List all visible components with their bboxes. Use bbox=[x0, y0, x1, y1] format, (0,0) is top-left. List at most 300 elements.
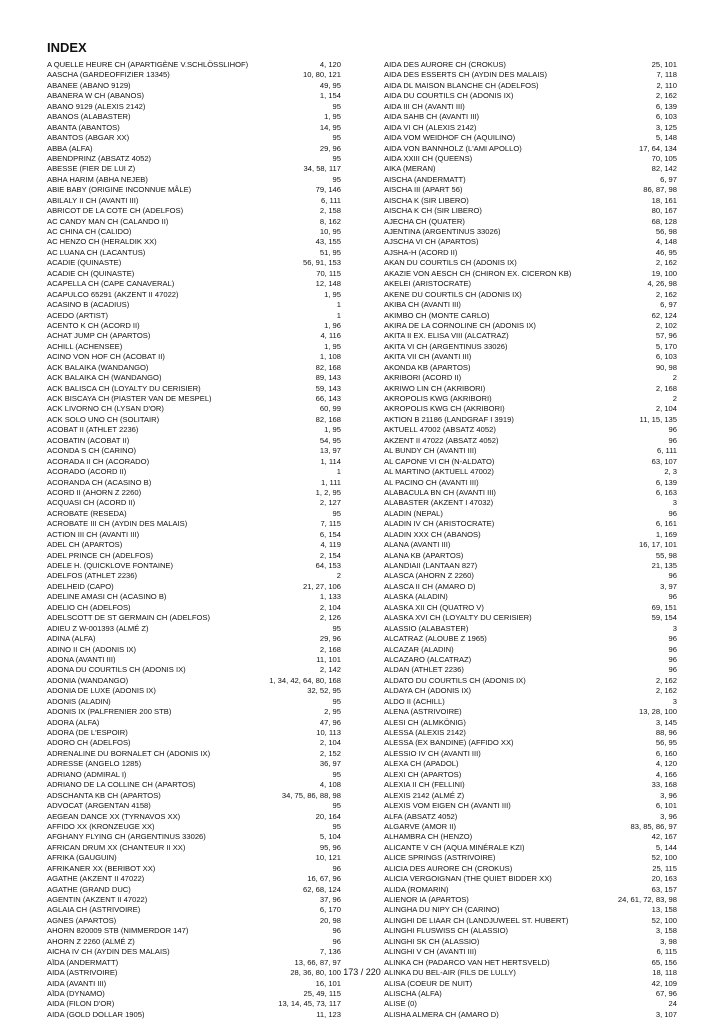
entry-pages: 2, 102 bbox=[655, 320, 677, 330]
index-entry bbox=[384, 373, 677, 383]
entry-pages: 4, 120 bbox=[655, 759, 677, 769]
entry-pages: 47, 96 bbox=[319, 717, 341, 727]
index-entry bbox=[47, 624, 341, 634]
entry-name: ALEXIA II CH (FELLINI) bbox=[384, 780, 465, 790]
index-entry bbox=[47, 979, 341, 989]
entry-name: ACAPELLA CH (CAPE CANAVERAL) bbox=[47, 279, 175, 289]
entry-pages: 10, 113 bbox=[316, 728, 341, 737]
entry-pages: 2 bbox=[672, 373, 677, 383]
entry-name: AKIMBO CH (MONTE CARLO) bbox=[384, 310, 490, 320]
entry-pages: 37, 96 bbox=[319, 895, 341, 904]
entry-pages: 13, 97 bbox=[319, 446, 341, 456]
entry-name: AEGEAN DANCE XX (TYRNAVOS XX) bbox=[47, 811, 181, 821]
entry-name: ADEL CH (APARTOS) bbox=[47, 540, 123, 550]
entry-pages: 2, 3 bbox=[664, 467, 677, 477]
index-entry bbox=[384, 509, 677, 519]
entry-pages: 18, 118 bbox=[652, 968, 677, 978]
index-entry bbox=[384, 999, 677, 1009]
index-entry bbox=[47, 342, 341, 352]
entry-pages: 70, 105 bbox=[651, 153, 677, 163]
entry-pages: 55, 98 bbox=[655, 550, 677, 560]
entry-name: ALCAZARO (ALCATRAZ) bbox=[384, 654, 472, 664]
entry-name: ACADIE (QUINASTE) bbox=[47, 258, 122, 268]
index-entry bbox=[47, 812, 341, 822]
entry-pages: 1, 133 bbox=[319, 592, 341, 602]
entry-name: ADONIA DE LUXE (ADONIS IX) bbox=[47, 686, 156, 696]
entry-pages: 1, 95 bbox=[324, 341, 341, 351]
entry-name: AHORN Z 2260 (ALMÉ Z) bbox=[47, 936, 135, 946]
index-entry bbox=[384, 363, 677, 373]
entry-pages: 7, 115 bbox=[320, 519, 341, 529]
entry-pages: 51, 95 bbox=[319, 247, 341, 257]
entry-name: ADRESSE (ANGELO 1285) bbox=[47, 759, 142, 769]
entry-name: AIDA XXIII CH (QUEENS) bbox=[384, 153, 473, 163]
index-entry bbox=[384, 718, 677, 728]
entry-name: ALASKA (ALADIN) bbox=[384, 592, 448, 602]
entry-pages: 6, 115 bbox=[656, 947, 677, 957]
index-entry bbox=[384, 227, 677, 237]
entry-pages: 2, 104 bbox=[319, 602, 341, 612]
entry-pages: 3, 96 bbox=[660, 790, 677, 800]
entry-name: AFRICAN DRUM XX (CHANTEUR II XX) bbox=[47, 842, 186, 852]
entry-pages: 96 bbox=[668, 508, 677, 518]
entry-pages: 96 bbox=[668, 425, 677, 435]
entry-name: ACK BISCAYA CH (PIASTER VAN DE MESPEL) bbox=[47, 394, 212, 403]
entry-pages: 25, 115 bbox=[652, 863, 677, 873]
entry-pages: 1, 114 bbox=[320, 456, 341, 466]
entry-name: ADONIS (ALADIN) bbox=[47, 696, 111, 706]
entry-name: ACHAT JUMP CH (APARTOS) bbox=[47, 331, 151, 341]
entry-pages: 6, 111 bbox=[321, 195, 341, 205]
entry-pages: 21, 135 bbox=[651, 561, 677, 570]
entry-pages: 29, 96 bbox=[319, 634, 341, 644]
entry-pages: 62, 124 bbox=[651, 310, 677, 320]
entry-pages: 88, 96 bbox=[655, 728, 677, 737]
entry-pages: 56, 95 bbox=[655, 738, 677, 748]
entry-name: ACK BALAIKA CH (WANDANGO) bbox=[47, 373, 162, 383]
entry-pages: 1, 2, 95 bbox=[315, 487, 341, 497]
index-entry bbox=[47, 582, 341, 592]
index-entry bbox=[47, 561, 341, 571]
entry-pages: 6, 161 bbox=[655, 519, 677, 529]
entry-name: AIDA (ASTRIVOIRE) bbox=[47, 968, 118, 978]
entry-pages: 2, 162 bbox=[655, 258, 677, 268]
entry-pages: 5, 170 bbox=[655, 341, 677, 351]
entry-pages: 96 bbox=[668, 592, 677, 602]
entry-name: ALICANTE V CH (AQUA MINÉRALE KZI) bbox=[384, 842, 525, 852]
entry-name: ADELHEID (CAPO) bbox=[47, 581, 114, 591]
entry-pages: 96 bbox=[668, 435, 677, 445]
entry-name: AISCHA K CH (SIR LIBERO) bbox=[384, 206, 482, 216]
entry-name: ALANDIAII (LANTAAN 827) bbox=[384, 561, 478, 570]
entry-pages: 3, 98 bbox=[660, 936, 677, 946]
entry-pages: 49, 95 bbox=[319, 80, 341, 90]
entry-name: ALEXIS VOM EIGEN CH (AVANTI III) bbox=[384, 801, 511, 811]
entry-pages: 4, 108 bbox=[319, 780, 341, 790]
index-entry bbox=[384, 801, 677, 811]
index-entry bbox=[47, 613, 341, 623]
index-entry bbox=[47, 937, 341, 947]
entry-pages: 1 bbox=[336, 310, 341, 320]
entry-name: ALDAN (ATHLET 2236) bbox=[384, 665, 464, 675]
index-entry bbox=[47, 237, 341, 247]
index-entry bbox=[47, 1010, 341, 1020]
index-entry bbox=[384, 895, 677, 905]
entry-name: AIDA DL MAISON BLANCHE CH (ADELFOS) bbox=[384, 80, 539, 90]
entry-name: ADIEU Z W-001393 (ALMÉ Z) bbox=[47, 623, 149, 633]
entry-name: AKAN DU COURTILS CH (ADONIS IX) bbox=[384, 258, 517, 268]
index-entry bbox=[384, 311, 677, 321]
entry-pages: 2, 104 bbox=[319, 738, 341, 748]
entry-pages: 54, 95 bbox=[319, 435, 341, 445]
entry-name: AKENE DU COURTILS CH (ADONIS IX) bbox=[384, 289, 522, 299]
index-entry bbox=[384, 258, 677, 268]
entry-pages: 17, 64, 134 bbox=[638, 143, 677, 153]
index-entry bbox=[47, 749, 341, 759]
entry-pages: 16, 67, 96 bbox=[307, 874, 341, 884]
index-entry bbox=[384, 571, 677, 581]
entry-name: ABANTA (ABANTOS) bbox=[47, 122, 120, 132]
index-column-left bbox=[47, 60, 341, 1020]
entry-name: ALDAYA CH (ADONIS IX) bbox=[384, 686, 472, 696]
entry-name: AKTION B 21186 (LANDGRAF I 3919) bbox=[384, 414, 514, 424]
index-entry bbox=[47, 60, 341, 70]
entry-pages: 82, 142 bbox=[651, 164, 677, 174]
index-entry bbox=[47, 164, 341, 174]
entry-pages: 13, 158 bbox=[651, 905, 677, 915]
entry-name: ALDO II (ACHILL) bbox=[384, 696, 445, 706]
entry-pages: 96 bbox=[332, 863, 341, 873]
entry-pages: 95, 96 bbox=[319, 842, 341, 852]
index-entry bbox=[384, 926, 677, 936]
entry-pages: 6, 160 bbox=[655, 748, 677, 758]
entry-name: ALICIA VERGOIGNAN (THE QUIET BIDDER XX) bbox=[384, 874, 552, 884]
entry-pages: 4, 26, 98 bbox=[647, 279, 677, 289]
index-entry bbox=[384, 269, 677, 279]
index-entry bbox=[384, 467, 677, 477]
entry-pages: 28, 36, 80, 100 bbox=[290, 968, 341, 978]
entry-pages: 6, 170 bbox=[319, 905, 341, 915]
entry-pages: 42, 109 bbox=[651, 978, 677, 988]
entry-pages: 18, 161 bbox=[651, 195, 677, 205]
index-entry bbox=[47, 530, 341, 540]
index-entry bbox=[384, 415, 677, 425]
index-entry bbox=[47, 436, 341, 446]
entry-name: AFGHANY FLYING CH (ARGENTINUS 33026) bbox=[47, 832, 206, 842]
entry-pages: 43, 155 bbox=[315, 237, 341, 247]
entry-name: ALGARVE (AMOR II) bbox=[384, 821, 457, 831]
entry-pages: 80, 167 bbox=[651, 206, 677, 216]
index-entry bbox=[384, 634, 677, 644]
index-entry bbox=[47, 290, 341, 300]
index-entry bbox=[47, 843, 341, 853]
index-entry bbox=[384, 812, 677, 822]
index-entry bbox=[47, 425, 341, 435]
entry-pages: 62, 68, 124 bbox=[302, 884, 341, 894]
index-entry bbox=[384, 478, 677, 488]
entry-name: AGATHE (AKZENT II 47022) bbox=[47, 874, 145, 884]
index-entry bbox=[384, 759, 677, 769]
index-entry bbox=[47, 363, 341, 373]
entry-pages: 52, 100 bbox=[651, 915, 677, 925]
entry-name: ALEXI CH (APARTOS) bbox=[384, 769, 462, 779]
entry-name: ALINGHI SK CH (ALASSIO) bbox=[384, 936, 480, 946]
entry-name: AKIRA DE LA CORNOLINE CH (ADONIS IX) bbox=[384, 320, 536, 330]
index-entry bbox=[384, 133, 677, 143]
entry-pages: 56, 98 bbox=[655, 227, 677, 236]
index-entry bbox=[384, 404, 677, 414]
entry-pages: 82, 168 bbox=[315, 362, 341, 372]
entry-pages: 25, 101 bbox=[651, 60, 677, 69]
entry-name: ABRICOT DE LA COTE CH (ADELFOS) bbox=[47, 206, 184, 216]
entry-pages: 34, 75, 86, 88, 98 bbox=[281, 790, 341, 800]
entry-name: AGLAIA CH (ASTRIVOIRE) bbox=[47, 905, 141, 915]
entry-pages: 96 bbox=[668, 634, 677, 644]
entry-name: ADELINE AMASI CH (ACASINO B) bbox=[47, 592, 167, 602]
entry-pages: 86, 87, 98 bbox=[643, 185, 677, 195]
entry-name: ALINGHI FLUSWISS CH (ALASSIO) bbox=[384, 926, 509, 936]
index-entry bbox=[47, 123, 341, 133]
entry-pages: 25, 49, 115 bbox=[303, 988, 341, 998]
index-entry bbox=[384, 540, 677, 550]
entry-name: ADONA (AVANTI III) bbox=[47, 654, 116, 664]
entry-name: AIDA SAHB CH (AVANTI III) bbox=[384, 112, 480, 122]
entry-pages: 96 bbox=[668, 665, 677, 675]
entry-pages: 95 bbox=[332, 801, 341, 811]
index-entry bbox=[384, 102, 677, 112]
index-entry bbox=[384, 697, 677, 707]
entry-name: ACORADA II CH (ACORADO) bbox=[47, 456, 150, 466]
entry-name: AKROPOLIS KWG (AKRIBORI) bbox=[384, 394, 492, 403]
entry-pages: 64, 153 bbox=[315, 561, 341, 570]
entry-name: ACROBATE III CH (AYDIN DES MALAIS) bbox=[47, 519, 188, 529]
entry-name: ADEL PRINCE CH (ADELFOS) bbox=[47, 550, 154, 560]
entry-pages: 2, 162 bbox=[655, 289, 677, 299]
entry-name: AKITA VII CH (AVANTI III) bbox=[384, 352, 472, 362]
index-entry bbox=[384, 707, 677, 717]
entry-pages: 13, 28, 100 bbox=[638, 707, 677, 717]
entry-name: ACEDO (ARTIST) bbox=[47, 310, 109, 320]
entry-name: ALISCHA (ALFA) bbox=[384, 988, 442, 998]
entry-name: ALINGHI DE LIAAR CH (LANDJUWEEL ST. HUBERT) bbox=[384, 915, 569, 925]
index-entry bbox=[384, 196, 677, 206]
entry-pages: 36, 97 bbox=[319, 759, 341, 769]
entry-pages: 89, 143 bbox=[315, 373, 341, 383]
index-entry bbox=[47, 279, 341, 289]
entry-pages: 11, 15, 135 bbox=[639, 414, 677, 424]
index-entry bbox=[47, 874, 341, 884]
entry-name: ABHA HARIM (ABHA NEJEB) bbox=[47, 174, 148, 184]
index-entry bbox=[47, 697, 341, 707]
entry-pages: 95 bbox=[332, 133, 341, 143]
index-entry bbox=[384, 112, 677, 122]
index-entry bbox=[47, 832, 341, 842]
entry-pages: 13, 14, 45, 73, 117 bbox=[278, 999, 341, 1009]
index-entry bbox=[384, 676, 677, 686]
entry-name: AGENTIN (AKZENT II 47022) bbox=[47, 895, 148, 904]
index-entry bbox=[47, 415, 341, 425]
entry-name: ALINGHI V CH (AVANTI III) bbox=[384, 947, 477, 957]
index-entry bbox=[384, 446, 677, 456]
index-column-right bbox=[384, 60, 677, 1020]
entry-pages: 24, 61, 72, 83, 98 bbox=[617, 895, 677, 904]
entry-name: AIDA DU COURTILS CH (ADONIS IX) bbox=[384, 91, 514, 101]
index-entry bbox=[47, 759, 341, 769]
index-entry bbox=[47, 217, 341, 227]
entry-pages: 5, 144 bbox=[655, 842, 677, 852]
entry-name: AFFIDO XX (KRONZEUGE XX) bbox=[47, 821, 155, 831]
entry-name: AKTUELL 47002 (ABSATZ 4052) bbox=[384, 425, 496, 435]
entry-name: ALASCA II CH (AMARO D) bbox=[384, 581, 476, 591]
entry-pages: 19, 100 bbox=[651, 268, 677, 278]
entry-name: ALESSA (EX BANDINE) (AFFIDO XX) bbox=[384, 738, 514, 748]
index-entry bbox=[47, 999, 341, 1009]
entry-name: AL MARTINO (AKTUELL 47002) bbox=[384, 467, 494, 477]
entry-name: AISCHA K (SIR LIBERO) bbox=[384, 195, 469, 205]
index-entry bbox=[47, 905, 341, 915]
entry-name: ACENTO K CH (ACORD II) bbox=[47, 320, 140, 330]
index-entry bbox=[384, 60, 677, 70]
entry-name: ABANTOS (ABGAR XX) bbox=[47, 133, 130, 143]
entry-pages: 95 bbox=[332, 696, 341, 706]
entry-pages: 2, 162 bbox=[655, 91, 677, 101]
index-entry bbox=[47, 70, 341, 80]
index-entry bbox=[384, 770, 677, 780]
index-entry bbox=[47, 311, 341, 321]
index-entry bbox=[47, 300, 341, 310]
index-entry bbox=[47, 822, 341, 832]
index-entry bbox=[47, 645, 341, 655]
entry-name: AIDA DES ESSERTS CH (AYDIN DES MALAIS) bbox=[384, 70, 548, 80]
entry-pages: 3 bbox=[672, 498, 677, 508]
index-entry bbox=[384, 123, 677, 133]
entry-name: AC LUANA CH (LACANTUS) bbox=[47, 247, 146, 257]
entry-name: ACOBAT II (ATHLET 2236) bbox=[47, 425, 139, 435]
index-entry bbox=[47, 154, 341, 164]
entry-name: AIDA VI CH (ALEXIS 2142) bbox=[384, 122, 477, 132]
entry-name: ACINO VON HOF CH (ACOBAT II) bbox=[47, 352, 165, 362]
entry-pages: 96 bbox=[668, 571, 677, 581]
entry-name: AGATHE (GRAND DUC) bbox=[47, 884, 131, 894]
entry-name: AIDA III CH (AVANTI III) bbox=[384, 101, 465, 111]
index-entry bbox=[384, 154, 677, 164]
entry-name: ALEXIS 2142 (ALMÉ Z) bbox=[384, 790, 465, 800]
index-entry bbox=[47, 258, 341, 268]
entry-pages: 46, 95 bbox=[655, 247, 677, 257]
entry-pages: 2, 110 bbox=[656, 80, 677, 90]
entry-name: ACK BALISCA CH (LOYALTY DU CERISIER) bbox=[47, 383, 201, 393]
entry-name: AKRIBORI (ACORD II) bbox=[384, 373, 462, 383]
index-entry bbox=[47, 540, 341, 550]
entry-name: ABANEE (ABANO 9129) bbox=[47, 80, 131, 90]
index-entry bbox=[47, 81, 341, 91]
entry-name: ABIE BABY (ORIGINE INCONNUE MÂLE) bbox=[47, 185, 192, 195]
entry-pages: 95 bbox=[332, 508, 341, 518]
entry-name: ACASINO B (ACADIUS) bbox=[47, 300, 130, 310]
entry-name: ALCAZAR (ALADIN) bbox=[384, 644, 454, 654]
entry-name: ADELSCOTT DE ST GERMAIN CH (ADELFOS) bbox=[47, 613, 211, 623]
entry-pages: 95 bbox=[332, 623, 341, 633]
entry-pages: 2 bbox=[336, 571, 341, 581]
index-entry bbox=[47, 947, 341, 957]
index-entry bbox=[384, 551, 677, 561]
entry-name: ALISA (COEUR DE NUIT) bbox=[384, 978, 473, 988]
entry-pages: 79, 146 bbox=[315, 185, 341, 195]
entry-name: ALANA KB (APARTOS) bbox=[384, 550, 464, 560]
index-entry bbox=[384, 874, 677, 884]
entry-pages: 4, 148 bbox=[655, 237, 677, 247]
index-entry bbox=[47, 185, 341, 195]
index-entry bbox=[384, 885, 677, 895]
index-entry bbox=[47, 686, 341, 696]
index-entry bbox=[384, 425, 677, 435]
index-entry bbox=[384, 290, 677, 300]
index-entry bbox=[47, 864, 341, 874]
index-entry bbox=[384, 832, 677, 842]
entry-name: ALESSA (ALEXIS 2142) bbox=[384, 728, 466, 737]
entry-pages: 69, 151 bbox=[651, 602, 677, 612]
entry-name: ALINKA DU BEL-AIR (FILS DE LULLY) bbox=[384, 968, 516, 978]
index-entry bbox=[47, 269, 341, 279]
index-entry bbox=[47, 780, 341, 790]
entry-pages: 2, 154 bbox=[319, 550, 341, 560]
entry-name: AIKA (MERAN) bbox=[384, 164, 436, 174]
entry-name: ACK BALAIKA (WANDANGO) bbox=[47, 362, 149, 372]
entry-name: AL PACINO CH (AVANTI III) bbox=[384, 477, 479, 487]
index-entry bbox=[47, 488, 341, 498]
entry-pages: 1 bbox=[336, 467, 341, 477]
index-entry bbox=[384, 937, 677, 947]
entry-pages: 7, 136 bbox=[319, 947, 341, 957]
entry-name: ADELE H. (QUICKLOVE FONTAINE) bbox=[47, 561, 174, 570]
entry-pages: 95 bbox=[332, 174, 341, 184]
index-entry bbox=[47, 373, 341, 383]
entry-name: ALISE (0) bbox=[384, 999, 417, 1009]
index-entry bbox=[47, 404, 341, 414]
entry-name: AICHA IV CH (AYDIN DES MALAIS) bbox=[47, 947, 170, 957]
entry-pages: 68, 128 bbox=[651, 216, 677, 226]
entry-pages: 90, 98 bbox=[655, 362, 677, 372]
entry-name: ALABASTER (AKZENT I 47032) bbox=[384, 498, 494, 508]
entry-name: AKRIWO LIN CH (AKRIBORI) bbox=[384, 383, 486, 393]
entry-name: ACHILL (ACHENSEE) bbox=[47, 341, 123, 351]
entry-pages: 52, 100 bbox=[651, 853, 677, 863]
entry-pages: 21, 27, 106 bbox=[302, 581, 341, 591]
entry-pages: 6, 111 bbox=[657, 446, 677, 456]
entry-pages: 96 bbox=[668, 644, 677, 654]
entry-pages: 10, 121 bbox=[315, 853, 341, 863]
entry-pages: 1, 95 bbox=[324, 112, 341, 122]
entry-name: ALESI CH (ALMKÖNIG) bbox=[384, 717, 466, 727]
entry-name: ADINA (ALFA) bbox=[47, 634, 96, 644]
entry-pages: 63, 157 bbox=[651, 884, 677, 894]
index-entry bbox=[384, 947, 677, 957]
entry-name: ALICIA DES AURORE CH (CROKUS) bbox=[384, 863, 513, 873]
index-entry bbox=[384, 436, 677, 446]
entry-pages: 4, 166 bbox=[655, 769, 677, 779]
entry-pages: 2, 127 bbox=[319, 498, 341, 508]
entry-pages: 6, 103 bbox=[655, 352, 677, 362]
entry-pages: 2, 104 bbox=[655, 404, 677, 414]
entry-name: AKELEI (ARISTOCRATE) bbox=[384, 279, 472, 289]
entry-pages: 13, 66, 87, 97 bbox=[294, 957, 341, 967]
entry-pages: 70, 115 bbox=[316, 268, 341, 278]
entry-pages: 12, 148 bbox=[315, 279, 341, 289]
index-entry bbox=[47, 196, 341, 206]
entry-name: AISCHA (ANDERMATT) bbox=[384, 174, 466, 184]
entry-name: ALHAMBRA CH (HENZO) bbox=[384, 832, 473, 842]
entry-pages: 3 bbox=[672, 696, 677, 706]
